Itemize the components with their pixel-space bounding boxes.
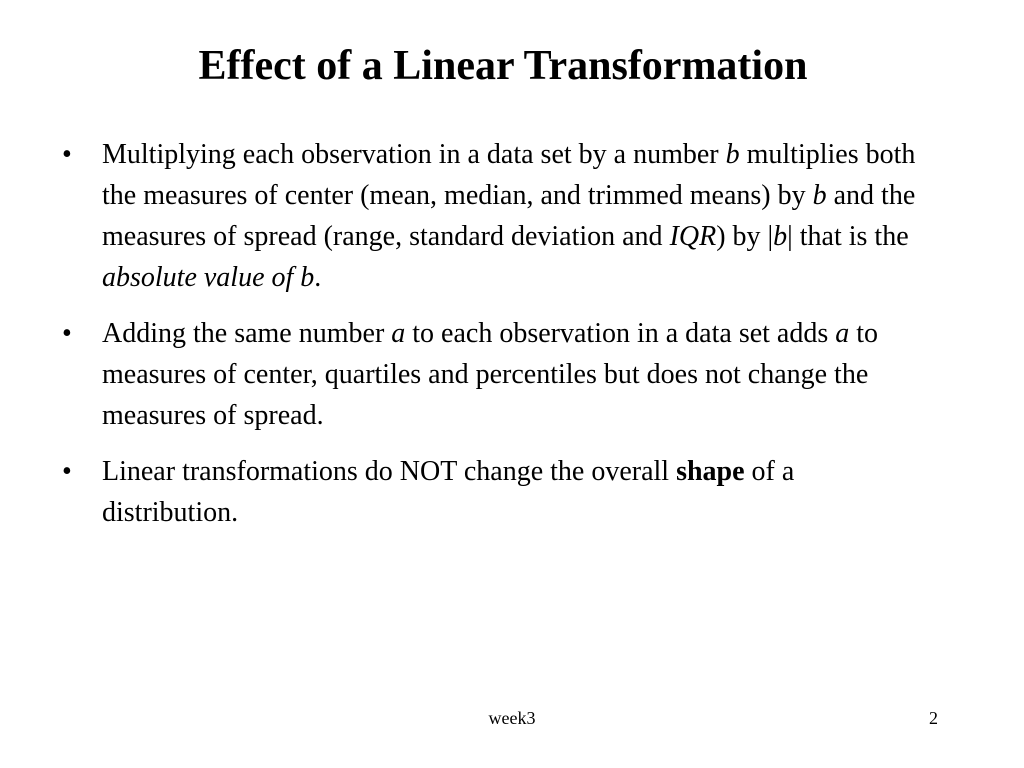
bullet-text: Linear transformations do NOT change the overall shape of a distribution. bbox=[102, 456, 795, 528]
bullet-text: Adding the same number a to each observation in a data set adds a to measures of center, quartiles and percentiles but does not change the measures of spread. bbox=[102, 318, 879, 431]
bullet-item bbox=[62, 134, 922, 298]
footer-week-label: week3 bbox=[488, 708, 536, 728]
page-number: 2 bbox=[929, 708, 938, 728]
slide-title: Effect of a Linear Transformation bbox=[198, 43, 808, 89]
bullet-marker: • bbox=[62, 318, 72, 349]
bullet-marker: • bbox=[62, 139, 72, 170]
bullet-marker: • bbox=[62, 456, 72, 487]
bullet-text: Multiplying each observation in a data set by a number b multiplies both the measures of center (mean, median, and trimmed means) by b and the measures of spread (range, standard deviation and IQR) by |b| that is the absolute value of b. bbox=[102, 139, 916, 293]
bullet-item bbox=[62, 313, 922, 436]
bullet-list bbox=[62, 134, 922, 533]
bullet-item bbox=[62, 451, 922, 533]
